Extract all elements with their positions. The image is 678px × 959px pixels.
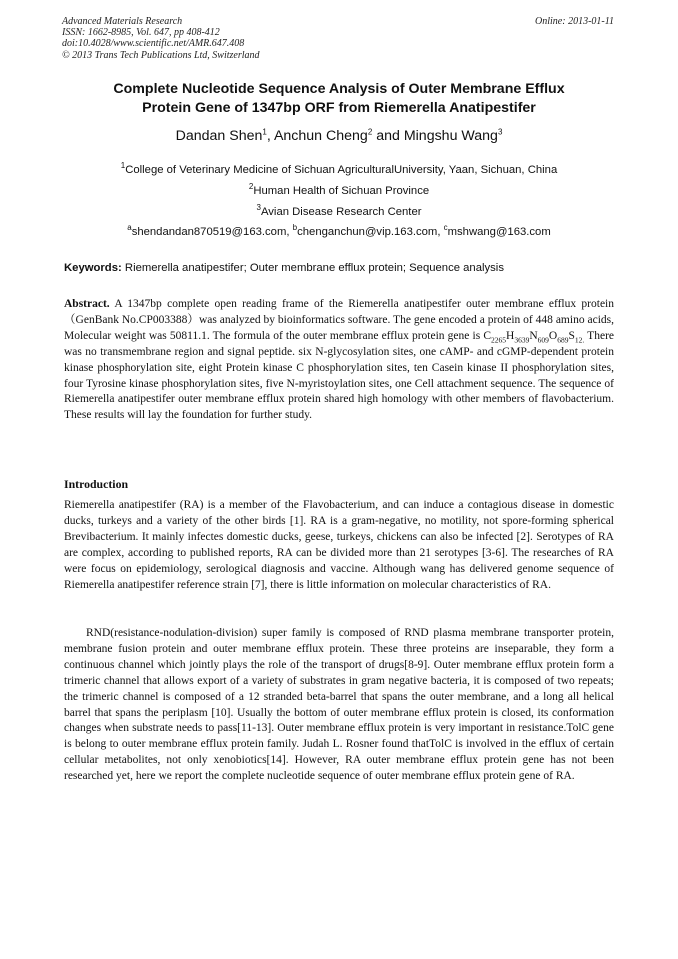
formula-element: N — [529, 329, 538, 342]
affiliation-2 — [0, 182, 678, 197]
affiliation-mark: 3 — [256, 203, 261, 213]
formula-count: 2265 — [491, 335, 507, 345]
author-separator: and — [372, 128, 404, 144]
keywords-text: Riemerella anatipestifer; Outer membrane efflux protein; Sequence analysis — [121, 262, 504, 274]
email-text: mshwang@163.com — [447, 226, 551, 238]
email-text: chenganchun@vip.163.com, — [297, 226, 444, 238]
doi-line: doi:10.4028/www.scientific.net/AMR.647.408 — [62, 38, 245, 50]
formula-element: C — [483, 329, 492, 342]
affiliation-3 — [0, 203, 678, 218]
running-header — [62, 16, 614, 61]
author-name: Dandan Shen — [175, 128, 263, 144]
author-affiliation-mark: 1 — [262, 127, 267, 137]
introduction-paragraph-1: Riemerella anatipestifer (RA) is a member of the Flavobacterium, and can induce a contagious disease in domestic ducks, turkeys and a variety of the other birds [1]. RA is a gram-negative, no motility, not spore-forming spherical Brevibacterium. It mainly infectes domestic ducks, geese, turkeys, chickens can also be infected [2]. Serotypes of RA are complex, according to published reports, RA can be divided more than 21 serotypes [3-6]. The researches of RA were focus on epidemiology, serological diagnosis and vaccine. Although wang has delivered genome sequence of Riemerella anatipestifer reference strain [7], there is little information on molecular characteristics of RA. — [64, 499, 614, 591]
issn-line: ISSN: 1662-8985, Vol. 647, pp 408-412 — [62, 27, 220, 39]
formula-count: 12. — [574, 335, 585, 345]
abstract-text: There was no transmembrane region and signal peptide. six N-glycosylation sites, one cAMP- and cGMP-dependent protein kinase phosphorylation site, eight Protein kinase C phosphorylation sites, ten Casein kinase II phosphorylation sites, four Tyrosine kinase phosphorylation sites, five N-myristoylation sites, one Cell attachment sequence. The sequence of Riemerella anatipestifer outer membrane efflux protein shared high homology with other members of flavobacterium. These results will lay the foundation for further study. — [64, 329, 614, 422]
keywords — [64, 262, 614, 274]
paper-title — [60, 80, 618, 118]
keywords-label: Keywords: — [64, 262, 122, 274]
introduction-paragraph-2: RND(resistance-nodulation-division) super family is composed of RND plasma membrane transporter protein, membrane fusion protein and outer membrane efflux protein. These three proteins are inseparable, they form a continuous channel which jointly plays the role of the transport of drugs[8-9]. Outer membrane efflux protein form a trimeric channel that allows export of a variety of substrates in gram negative bacteria, it is composed of two repeats; the trimeric channel is composed of a 12 stranded beta-barrel that spans the outer membrane, and a long all helical barrel that spans the periplasm [10]. Usually the bottom of outer membrane efflux protein is closed, its conformation changes when substrate needs to pass[11-13]. Outer membrane efflux protein is very important in resistance.TolC gene is belong to outer membrane efflux protein family. Judah L. Rosner found thatTolC is involved in the efflux of certain cellular metabolites, not only xenobiotics[14]. However, RA outer membrane efflux protein gene has not been researched yet, here we report the complete nucleotide sequence of outer membrane efflux protein gene of RA. — [64, 627, 614, 783]
email-text: shendandan870519@163.com, — [131, 226, 293, 238]
author-list — [0, 128, 678, 144]
journal-name: Advanced Materials Research — [62, 16, 183, 27]
affiliation-text: College of Veterinary Medicine of Sichuan AgriculturalUniversity, Yaan, Sichuan, China — [125, 164, 558, 176]
author-affiliation-mark: 2 — [367, 127, 373, 137]
email-mark: a — [127, 223, 132, 233]
affiliation-mark: 2 — [248, 182, 254, 192]
author-separator: , — [266, 128, 274, 144]
copyright-line: © 2013 Trans Tech Publications Ltd, Switzerland — [62, 49, 260, 61]
author-emails — [0, 223, 678, 238]
journal-info — [62, 16, 614, 61]
abstract — [64, 297, 614, 424]
formula-element: H — [506, 329, 515, 342]
author-affiliation-mark: 3 — [497, 127, 503, 137]
author-name: Mingshu Wang — [403, 128, 498, 144]
formula-element: S — [568, 329, 575, 342]
affiliation-mark: 1 — [120, 161, 126, 171]
affiliation-text: Human Health of Sichuan Province — [253, 185, 430, 197]
chemical-formula — [483, 329, 585, 345]
formula-element: O — [548, 329, 558, 342]
abstract-text: A 1347bp complete open reading frame of the Riemerella anatipestifer outer membrane efflux protein（GenBank No.CP003388）was analyzed by bioinformatics software. The gene encoded a protein of 448 amino acids, Molecular weight was 50811.1. The formula of the outer membrane efflux protein gene is — [64, 298, 614, 342]
title-line-2: Protein Gene of 1347bp ORF from Riemerella Anatipestifer — [142, 100, 536, 116]
author-name: Anchun Cheng — [273, 128, 368, 144]
affiliation-1 — [0, 161, 678, 176]
affiliation-text: Avian Disease Research Center — [260, 206, 422, 218]
title-line-1: Complete Nucleotide Sequence Analysis of Outer Membrane Efflux — [113, 81, 565, 97]
formula-count: 689 — [557, 335, 569, 345]
formula-count: 3639 — [514, 335, 530, 345]
introduction-heading: Introduction — [64, 477, 129, 491]
formula-count: 609 — [537, 335, 549, 345]
email-mark: c — [443, 223, 448, 233]
online-date: Online: 2013-01-11 — [535, 16, 614, 27]
abstract-label: Abstract. — [64, 298, 110, 310]
email-mark: b — [292, 223, 298, 233]
